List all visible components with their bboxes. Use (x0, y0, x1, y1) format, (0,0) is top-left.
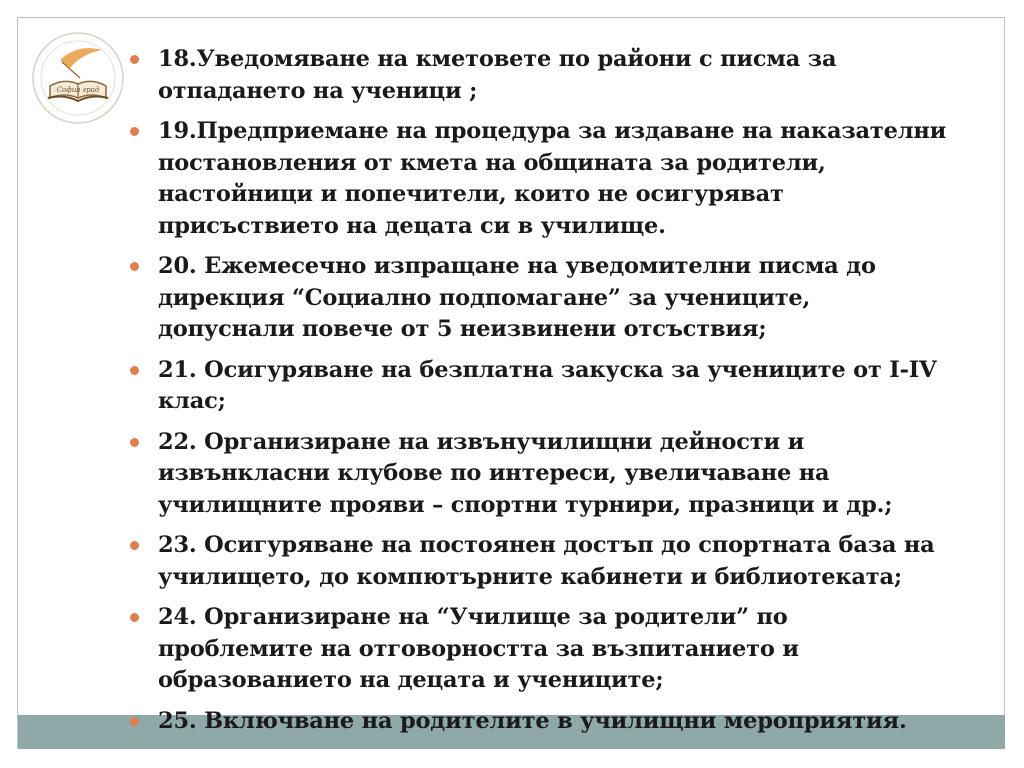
list-item (130, 602, 998, 697)
list-item (130, 427, 998, 522)
bullet-icon (130, 717, 139, 726)
list-item (130, 530, 998, 593)
bullet-list (130, 44, 998, 746)
list-item-text: 23. Осигуряване на постоянен достъп до спортната база на училището, до компютърните кабинети и библиотеката; (158, 532, 935, 590)
open-book-quill-logo-icon (30, 30, 126, 126)
list-item-text: 25. Включване на родителите в училищни мероприятия. (158, 707, 907, 734)
list-item (130, 116, 998, 242)
bullet-icon (130, 55, 139, 64)
list-item-text: 24. Организиране на “Училище за родители” по проблемите на отговорността за възпитанието и образованието на децата и учениците; (158, 604, 799, 693)
list-item-text: 20. Ежемесечно изпращане на уведомителни писма до дирекция “Социално подпомагане” за учениците, допуснали повече от 5 неизвинени отсъствия; (158, 253, 876, 342)
list-item-text: 21. Осигуряване на безплатна закуска за учениците от I-IV клас; (158, 356, 937, 414)
bullet-icon (130, 366, 139, 375)
list-item-text: 22. Организиране на извънучилищни дейности и извънкласни клубове по интереси, увеличаване на училищните прояви – спортни турнири, празници и др.; (158, 428, 893, 518)
list-item-text: 19.Предприемане на процедура за издаване на наказателни постановления от кмета на общината за родители, настойници и попечители, които не осигуряват присъствието на децата си в училище. (158, 118, 947, 239)
bullet-icon (130, 541, 139, 550)
list-item (130, 251, 998, 346)
bullet-icon (130, 438, 139, 447)
bullet-icon (130, 613, 139, 622)
list-item (130, 355, 998, 418)
bullet-icon (130, 262, 139, 271)
list-item-text: 18.Уведомяване на кметовете по райони с писма за отпадането на ученици ; (158, 46, 837, 104)
list-item (130, 44, 998, 107)
logo-book-text: Софиа град (56, 86, 100, 94)
bullet-icon (130, 127, 139, 136)
list-item (130, 706, 998, 738)
